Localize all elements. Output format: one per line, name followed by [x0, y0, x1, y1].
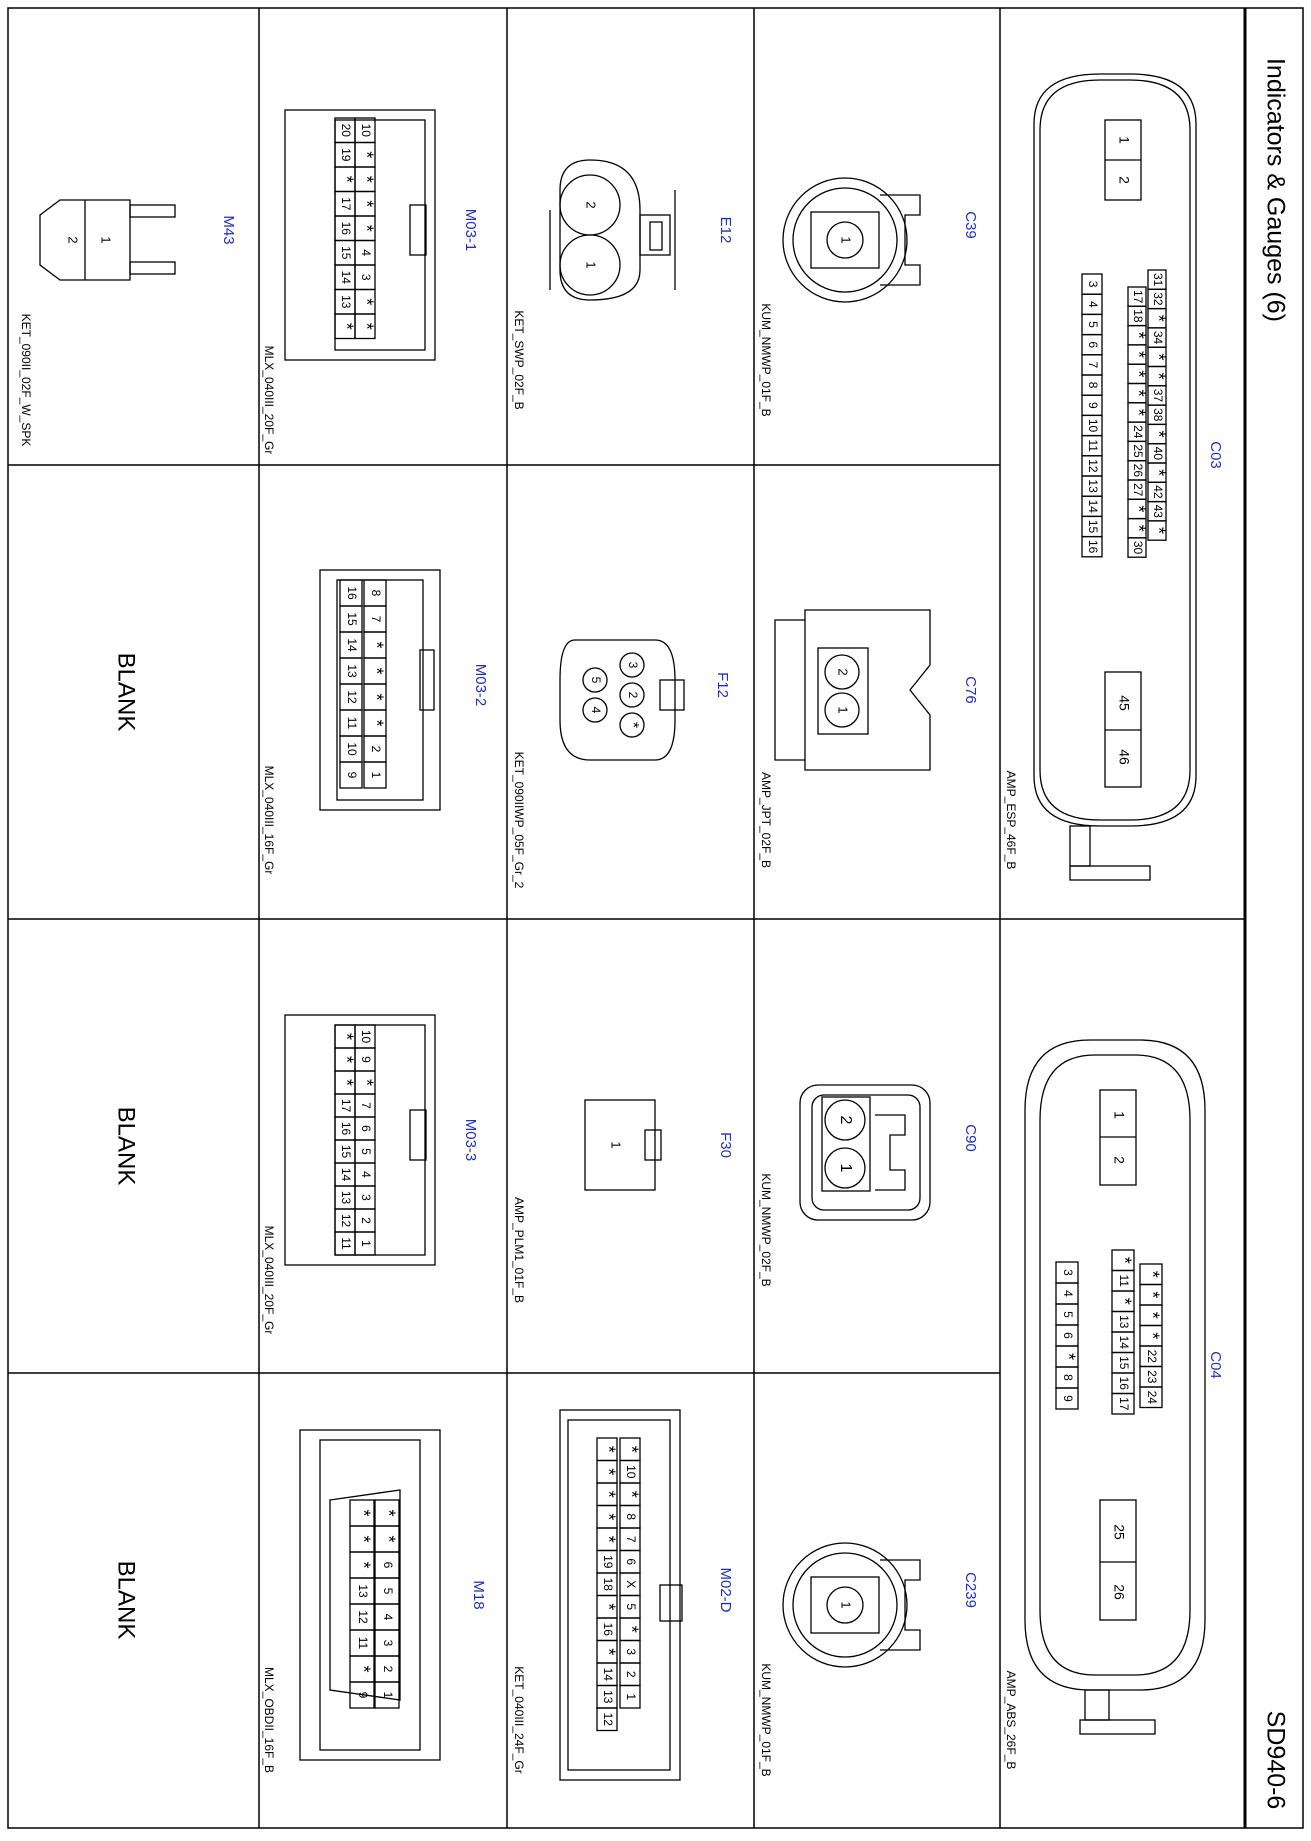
part-number-label: KET_090II_02F_W_SPK — [18, 313, 33, 447]
pin-label: * — [1148, 314, 1169, 322]
connector-body — [1040, 80, 1190, 820]
pin-label: 1 — [835, 706, 851, 714]
latch — [645, 1130, 661, 1160]
pin-label: 10 — [344, 742, 359, 756]
connector-body-inner — [812, 1095, 920, 1210]
pin-label: * — [1148, 430, 1169, 438]
pin-label: 3 — [1085, 280, 1100, 288]
latch-base — [1080, 1720, 1155, 1734]
pin-label: 4 — [358, 249, 373, 257]
pin-label: 16 — [600, 1622, 615, 1636]
pin-label: X — [623, 1580, 638, 1589]
pin-label: * — [598, 1648, 619, 1656]
pin-label: 2 — [1111, 1156, 1128, 1164]
pin-label: 14 — [338, 270, 353, 284]
part-number-label: KET_040III_24F_Gr — [511, 1666, 526, 1774]
pin-block — [1100, 1500, 1136, 1620]
pin-label: 16 — [1116, 1376, 1131, 1390]
pin-label: 31 — [1150, 272, 1165, 287]
part-number-label: AMP_PLM1_01F_B — [511, 1196, 526, 1304]
pin-label: 34 — [1150, 330, 1165, 345]
pin-label: 10 — [358, 1029, 373, 1044]
pin-label: 26 — [1130, 463, 1145, 478]
connector-body — [560, 640, 675, 760]
pin-label: * — [356, 151, 377, 159]
pin-label: 16 — [344, 586, 359, 600]
blank-cell-label: BLANK — [112, 1106, 140, 1186]
pin-label: 5 — [623, 1603, 638, 1611]
pin-label: 7 — [623, 1535, 638, 1543]
pin-label: * — [356, 224, 377, 232]
pin-label: * — [1128, 524, 1149, 532]
pin-label: 15 — [1116, 1356, 1131, 1370]
latch — [875, 1115, 905, 1190]
pin-label: 8 — [368, 589, 383, 597]
pin-label: 3 — [358, 1194, 373, 1201]
pin-label: 11 — [355, 1636, 370, 1650]
pin-label: * — [353, 1509, 374, 1517]
connector-id-label: M03-1 — [462, 208, 480, 252]
part-number-label: KUM_NMWP_01F_B — [758, 1663, 773, 1777]
connector-body-outline — [775, 620, 805, 760]
pin-label: 24 — [1144, 1390, 1159, 1404]
pin-label: * — [1148, 527, 1169, 535]
pin-label: 20 — [338, 123, 353, 137]
pin-label: * — [621, 1490, 642, 1498]
connector-id-label: F12 — [714, 672, 732, 698]
pin-label: 6 — [1060, 1332, 1075, 1339]
pin-label: 19 — [338, 148, 353, 162]
pin-label: 2 — [583, 201, 599, 209]
pin-label: 8 — [623, 1513, 638, 1521]
pin-label: 15 — [1085, 519, 1100, 534]
pin-label: 19 — [600, 1555, 615, 1569]
latch — [660, 680, 684, 710]
connector-body-outer — [1034, 74, 1196, 826]
connector-id-label: M02-D — [717, 1567, 735, 1613]
pin-label: 1 — [838, 236, 854, 244]
part-number-label: MLX_040III_20F_Gr — [261, 345, 276, 455]
connector-body — [800, 1085, 930, 1220]
pin-label: 32 — [1150, 292, 1165, 306]
pin-label: 6 — [380, 1561, 395, 1569]
pin-label: 2 — [368, 745, 383, 753]
latch-base — [1070, 866, 1150, 880]
connector-body-inner — [1040, 1055, 1190, 1675]
pin-label: 22 — [1144, 1349, 1159, 1363]
pin-label: 13 — [1085, 479, 1100, 493]
pin-label: 45 — [1116, 695, 1133, 711]
pin-label: 1 — [583, 261, 599, 269]
pin-label: 13 — [338, 1190, 353, 1205]
pin-label: * — [598, 1468, 619, 1476]
connector-id-label: M03-3 — [462, 1118, 480, 1162]
pin-label: 1 — [836, 1163, 854, 1173]
connector-id-label: M18 — [470, 1580, 488, 1610]
pin-label: 13 — [344, 664, 359, 678]
page-code: SD940-6 — [1261, 1710, 1290, 1810]
pin-label: * — [336, 175, 357, 183]
pin-label: * — [598, 1513, 619, 1521]
pin-label: 5 — [588, 676, 603, 684]
pin-label: 1 — [623, 1693, 638, 1701]
pin-label: 7 — [368, 615, 383, 623]
pin-label: * — [356, 298, 377, 306]
pin-label: 30 — [1130, 540, 1145, 555]
pin-label: 16 — [338, 221, 353, 235]
pin-label: 15 — [344, 612, 359, 626]
pin-label: 25 — [1130, 444, 1145, 458]
latch — [420, 650, 434, 710]
pin-label: * — [1128, 331, 1149, 339]
pin-label: * — [598, 1535, 619, 1543]
pin-label: * — [1128, 351, 1149, 359]
pin-label: 2 — [835, 668, 851, 676]
pin-label: 18 — [600, 1577, 615, 1591]
pin-label: * — [1142, 1270, 1163, 1278]
pin-label: 1 — [1116, 136, 1133, 144]
part-number-label: KUM_NMWP_01F_B — [758, 303, 773, 417]
part-number-label: MLX_OBDII_16F_B — [261, 1666, 276, 1774]
pin-label: 2 — [623, 1670, 638, 1678]
pin-label: * — [378, 1535, 399, 1543]
pin-label: 4 — [358, 1171, 373, 1178]
pin-label: 13 — [600, 1690, 615, 1704]
pin-label: 13 — [355, 1584, 370, 1598]
pin-label: 1 — [1111, 1111, 1128, 1119]
pin-label: * — [366, 667, 387, 675]
pin-label: 9 — [358, 1056, 373, 1063]
pin-label: 4 — [1060, 1290, 1075, 1297]
pin-label: 18 — [1130, 309, 1145, 323]
pin-label: * — [356, 175, 377, 183]
latch — [410, 205, 426, 255]
pin-label: 2 — [65, 236, 81, 244]
pin-label: 6 — [358, 1125, 373, 1132]
pin-label: * — [1128, 408, 1149, 416]
pin-label: * — [336, 1055, 357, 1064]
pin-label: 40 — [1150, 446, 1165, 461]
pin-label: 4 — [380, 1613, 395, 1621]
latch-inner — [650, 222, 662, 250]
pin-label: 7 — [1085, 361, 1100, 369]
pin-label: * — [1058, 1352, 1079, 1361]
pin-label: * — [1128, 505, 1149, 513]
pin-label: 24 — [1130, 425, 1145, 439]
connector-id-label: M03-2 — [472, 663, 490, 707]
part-number-label: KUM_NMWP_02F_B — [758, 1173, 773, 1287]
part-number-label: AMP_ABS_26F_B — [1003, 1670, 1018, 1770]
pin-label: 26 — [1111, 1584, 1128, 1600]
pin-label: * — [366, 641, 387, 649]
pin-label: 17 — [1130, 289, 1145, 304]
pin-label: 14 — [344, 638, 359, 652]
pin-label: * — [1128, 370, 1149, 378]
pin-label: 10 — [358, 123, 373, 137]
pin-label: * — [366, 719, 387, 727]
pin-label: * — [353, 1561, 374, 1569]
pin-label: 1 — [608, 1141, 624, 1149]
blank-cell-label: BLANK — [112, 652, 140, 732]
pin-label: 9 — [1085, 401, 1100, 409]
pin-label: 27 — [1130, 482, 1145, 497]
pin-label: 14 — [1116, 1335, 1131, 1349]
pin-label: 43 — [1150, 504, 1165, 518]
pin-label: 6 — [623, 1558, 638, 1566]
pin-label: 14 — [338, 1167, 353, 1182]
pin-label: 5 — [1060, 1311, 1075, 1318]
pin-label: 12 — [355, 1610, 370, 1624]
pin-label: 14 — [1085, 499, 1100, 513]
pin-label: * — [336, 1078, 357, 1087]
pin-label: 14 — [600, 1667, 615, 1681]
pin-label: 23 — [1144, 1370, 1159, 1384]
pin-label: * — [621, 1625, 642, 1633]
pin-label: 8 — [1060, 1374, 1075, 1381]
pin-label: 17 — [1116, 1397, 1131, 1411]
pin-label: 3 — [625, 661, 640, 669]
pin-label: 25 — [1111, 1524, 1128, 1540]
latch — [130, 205, 175, 217]
connector-id-label: C239 — [962, 1572, 980, 1608]
pin-label: 3 — [623, 1648, 638, 1656]
part-number-label: KET_090IIWP_05F_Gr_2 — [511, 751, 526, 889]
pin-label: 9 — [355, 1691, 370, 1699]
pin-label: 1 — [838, 1601, 854, 1609]
connector-id-label: E12 — [717, 216, 735, 244]
pin-label: 3 — [1060, 1269, 1075, 1276]
pin-label: * — [336, 322, 357, 330]
pin-label: * — [598, 1445, 619, 1453]
pin-label: * — [1128, 389, 1149, 397]
pin-label: * — [621, 1445, 642, 1453]
pin-label: * — [1142, 1332, 1163, 1340]
pin-cavity — [818, 648, 868, 734]
connector-id-label: C04 — [1207, 1351, 1225, 1379]
pin-label: 7 — [358, 1102, 373, 1109]
pin-label: 2 — [1116, 176, 1133, 184]
pin-label: 38 — [1150, 408, 1165, 422]
part-number-label: MLX_040III_16F_Gr — [261, 765, 276, 875]
part-number-label: AMP_ESP_46F_B — [1003, 770, 1018, 870]
pin-label: 42 — [1150, 485, 1165, 499]
pin-label: 13 — [1116, 1315, 1131, 1329]
pin-label: 15 — [338, 1144, 353, 1159]
latch — [410, 1110, 426, 1160]
pin-label: 2 — [380, 1665, 395, 1673]
pin-label: 15 — [338, 246, 353, 260]
pin-label: 11 — [338, 1237, 353, 1250]
pin-label: * — [353, 1535, 374, 1543]
pin-label: 9 — [344, 771, 359, 779]
latch — [640, 215, 670, 255]
part-number-label: MLX_040III_20F_Gr — [261, 1225, 276, 1335]
pin-label: 9 — [1060, 1395, 1075, 1402]
pin-label: * — [378, 1509, 399, 1517]
pin-label: * — [356, 1078, 377, 1087]
connector-id-label: C39 — [962, 211, 980, 239]
pin-label: * — [336, 1032, 357, 1041]
pin-label: * — [1142, 1311, 1163, 1319]
pin-label: 5 — [358, 1148, 373, 1155]
pin-label: 4 — [1085, 300, 1100, 308]
pin-label: 3 — [358, 273, 373, 281]
pin-label: * — [598, 1490, 619, 1498]
latch — [1085, 1690, 1109, 1720]
pin-label: * — [598, 1603, 619, 1611]
pin-label: * — [1148, 372, 1169, 380]
pin-label: 12 — [338, 1213, 353, 1228]
pin-label: 16 — [338, 1121, 353, 1136]
rib — [550, 190, 675, 290]
pin-label: 2 — [358, 1217, 373, 1224]
connector-id-label: C76 — [962, 676, 980, 704]
pin-label: 4 — [588, 706, 603, 714]
pin-label: 17 — [338, 1098, 353, 1113]
pin-label: 8 — [1085, 381, 1100, 389]
pin-label: * — [356, 200, 377, 208]
pin-label: * — [1114, 1256, 1135, 1264]
latch — [1070, 826, 1090, 866]
grid-lines — [8, 8, 1303, 1828]
pin-label: 5 — [1085, 321, 1100, 328]
connector-id-label: F30 — [717, 1132, 735, 1158]
pin-label: 37 — [1150, 388, 1165, 403]
latch — [660, 1585, 682, 1621]
connector-id-label: C90 — [962, 1124, 980, 1152]
pin-label: 6 — [1085, 341, 1100, 349]
pin-label: 2 — [836, 1115, 854, 1125]
pin-label: * — [1114, 1297, 1135, 1305]
pin-label: 12 — [344, 690, 359, 704]
pin-label: 12 — [1085, 459, 1100, 473]
pin-label: * — [356, 322, 377, 330]
pin-label: * — [1142, 1291, 1163, 1299]
pin-label: 46 — [1116, 749, 1133, 765]
sheet-border — [8, 8, 1303, 1828]
part-number-label: KET_SWP_02F_B — [511, 310, 526, 410]
pin-label: * — [1148, 353, 1169, 361]
pin-label: * — [623, 721, 641, 729]
pin-label: 12 — [600, 1712, 615, 1726]
pin-label: 11 — [1085, 439, 1100, 452]
pin-label: 2 — [625, 691, 640, 699]
pin-label: 1 — [380, 1691, 395, 1699]
connector-id-label: C03 — [1207, 441, 1225, 469]
pin-label: 16 — [1085, 540, 1100, 554]
pin-label: 11 — [1116, 1274, 1131, 1287]
part-number-label: AMP_JPT_02F_B — [758, 771, 773, 869]
pin-label: 13 — [338, 295, 353, 309]
pin-label: 3 — [380, 1639, 395, 1647]
pin-label: 11 — [344, 716, 359, 730]
pin-label: 1 — [98, 236, 114, 244]
pin-label: 10 — [623, 1465, 638, 1479]
pin-label: 1 — [358, 1240, 373, 1247]
latch — [130, 262, 175, 274]
pin-label: 17 — [338, 197, 353, 211]
blank-cell-label: BLANK — [112, 1560, 140, 1640]
pin-label: 1 — [368, 771, 383, 779]
pin-label: * — [1148, 469, 1169, 477]
pin-label: 10 — [1085, 418, 1100, 433]
pin-label: * — [366, 693, 387, 701]
pin-label: 5 — [380, 1587, 395, 1595]
page-title: Indicators & Gauges (6) — [1261, 57, 1290, 323]
connector-id-label: M43 — [220, 215, 238, 245]
pin-label: * — [353, 1665, 374, 1673]
